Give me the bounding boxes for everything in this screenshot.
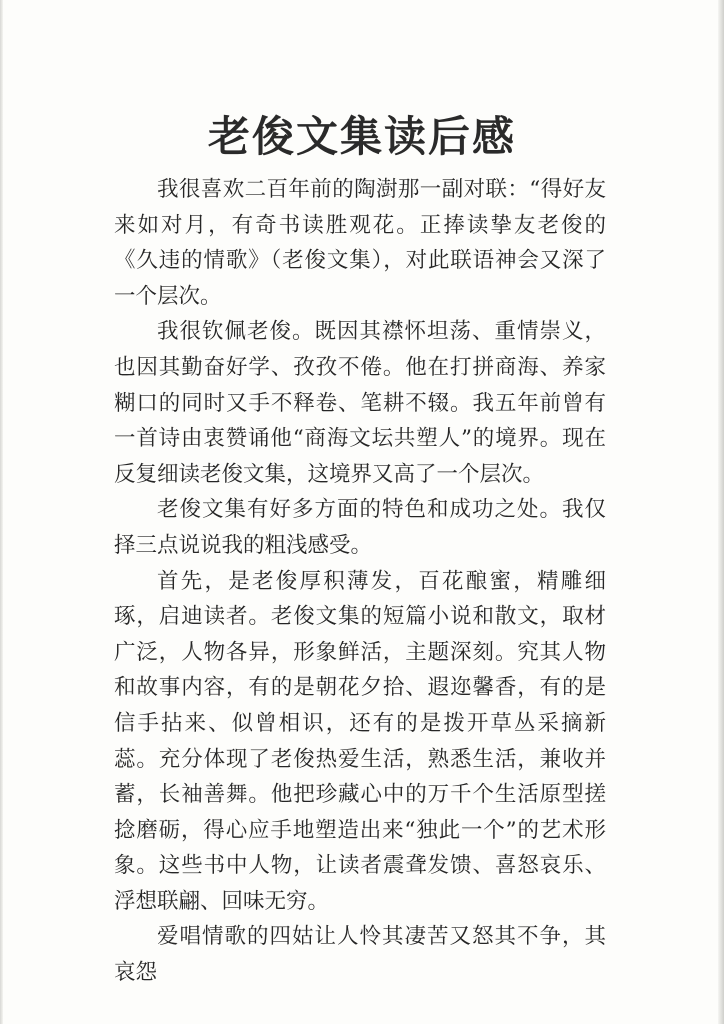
page-title: 老俊文集读后感 — [207, 112, 516, 161]
paragraph-3: 老俊文集有好多方面的特色和成功之处。我仅择三点说说我的粗浅感受。 — [114, 497, 606, 558]
paragraph-5: 爱唱情歌的四姑让人怜其凄苦又怒其不争，其哀怨 — [114, 924, 606, 986]
body-text — [114, 172, 606, 991]
paragraph-2: 我很钦佩老俊。既因其襟怀坦荡、重情崇义，也因其勤奋好学、孜孜不倦。他在打拼商海、养家糊口的同时又手不释卷、笔耕不辍。我五年前曾有一首诗由衷赞诵他“商海文坛共塑人”的境界。现在反复细读老俊文集，这境界又高了一个层次。 — [114, 319, 606, 487]
paragraph-4: 首先，是老俊厚积薄发，百花酿蜜，精雕细琢，启迪读者。老俊文集的短篇小说和散文，取材广泛，人物各异，形象鲜活，主题深刻。究其人物和故事内容，有的是朝花夕拾、遐迩馨香，有的是信手拈来、似曾相识，还有的是拨开草丛采摘新蕊。充分体现了老俊热爱生活，熟悉生活，兼收并蓄，长袖善舞。他把珍藏心中的万千个生活原型搓捻磨砺，得心应手地塑造出来“独此一个”的艺术形象。这些书中人物，让读者震聋发馈、喜怒哀乐、浮想联翩、回味无穷。 — [114, 568, 606, 914]
paragraph-1: 我很喜欢二百年前的陶澍那一副对联：“得好友来如对月，有奇书读胜观花。正捧读挚友老俊的《久违的情歌》（老俊文集），对此联语神会又深了一个层次。 — [114, 177, 606, 309]
